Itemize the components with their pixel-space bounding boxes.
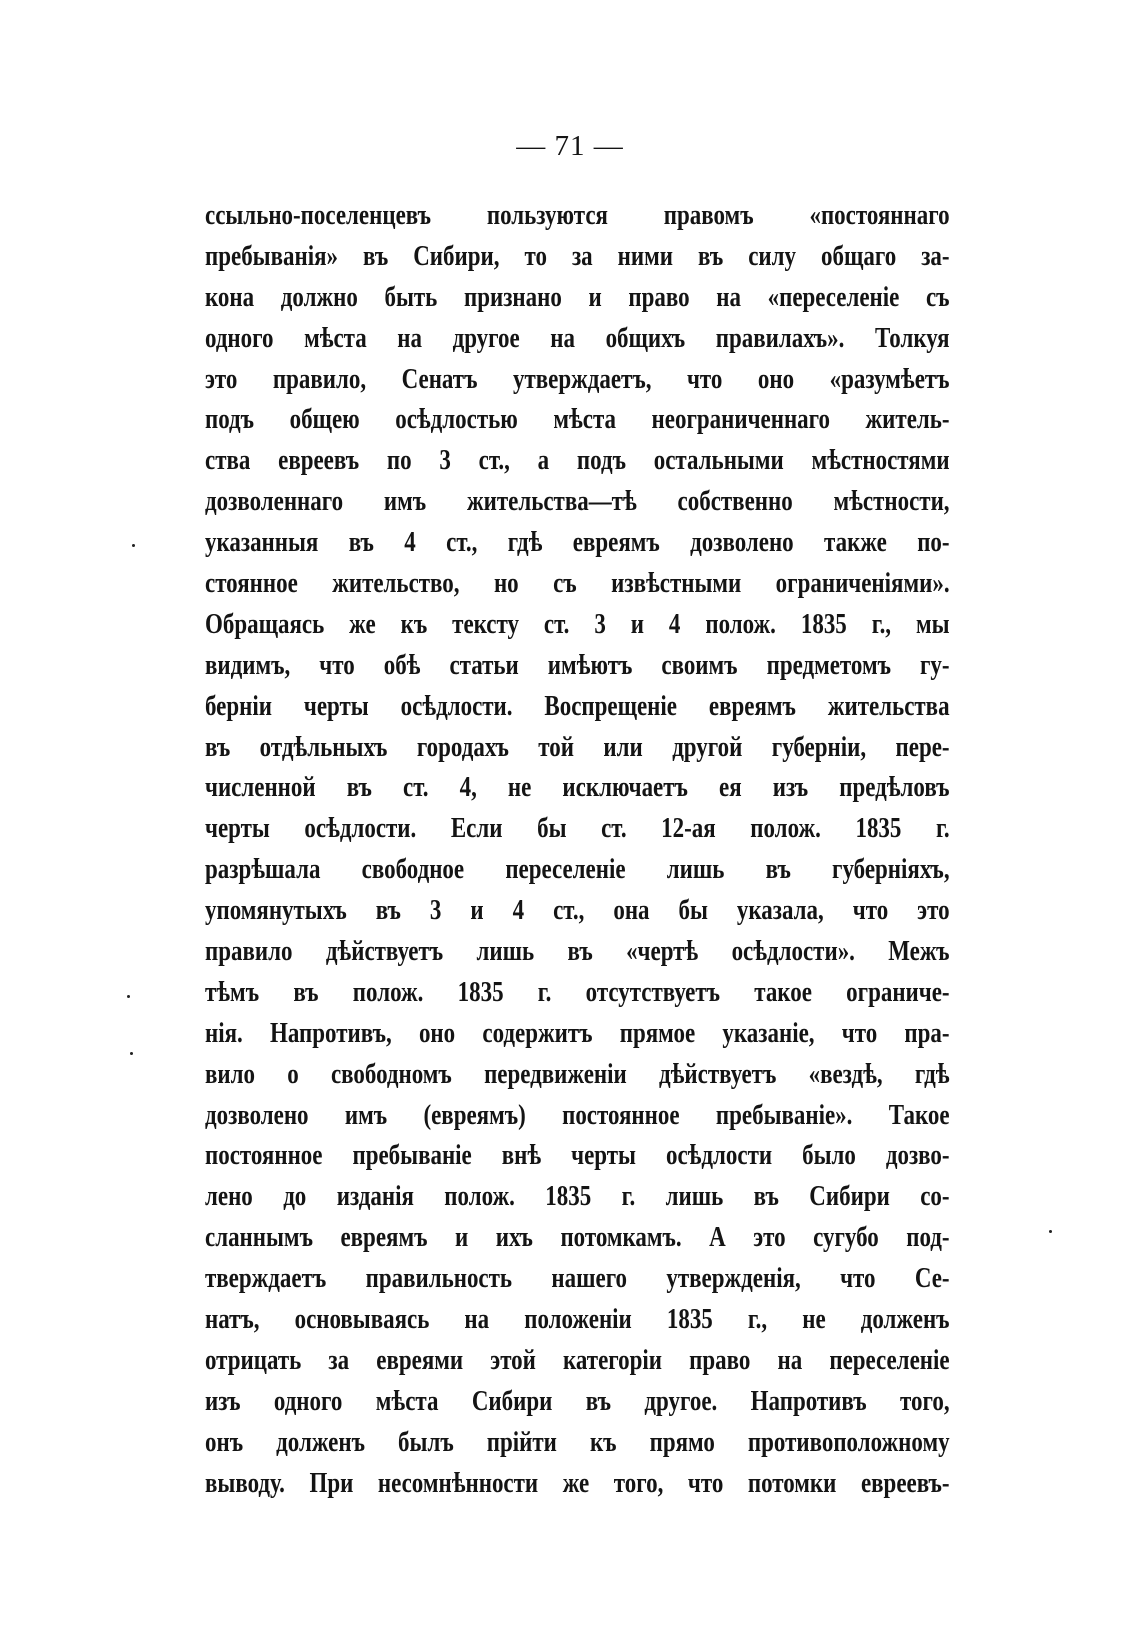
scan-speck [127,995,130,998]
text-line-29: отрицать за евреями этой категоріи право на переселеніе [205,1344,950,1376]
text-line-4: одного мѣста на другое на общихъ правилахъ». Толкуя [205,322,950,354]
text-line-8: дозволеннаго имъ жительства—тѣ собственно мѣстности, [205,486,950,518]
text-line-14: въ отдѣльныхъ городахъ той или другой губерніи, пере- [205,731,950,763]
text-line-15: численной въ ст. 4, не исключаетъ ея изъ предѣловъ [205,772,950,804]
text-line-26: сланнымъ евреямъ и ихъ потомкамъ. А это сугубо под- [205,1222,950,1254]
text-line-3: кона должно быть признано и право на «переселеніе съ [205,281,950,313]
page-number: — 71 — [516,130,624,162]
scan-speck [130,1052,133,1055]
text-line-11: Обращаясь же къ тексту ст. 3 и 4 полож. 1835 г., мы [205,608,950,640]
text-line-20: тѣмъ въ полож. 1835 г. отсутствуетъ такое ограниче- [205,976,950,1008]
scan-speck [132,544,135,547]
text-line-1: ссыльно-поселенцевъ пользуются правомъ «постояннаго [205,200,950,231]
text-line-25: лено до изданія полож. 1835 г. лишь въ Сибири со- [205,1181,950,1213]
text-line-6: подъ общею осѣдлостью мѣста неограниченнаго житель- [205,404,950,436]
text-line-19: правило дѣйствуетъ лишь въ «чертѣ осѣдлости». Межъ [205,936,950,968]
text-line-31: онъ долженъ былъ прійти къ прямо противоположному [205,1426,950,1458]
scan-speck [1049,1230,1052,1233]
text-line-9: указанныя въ 4 ст., гдѣ евреямъ дозволено также по- [205,527,950,559]
text-line-17: разрѣшала свободное переселеніе лишь въ губерніяхъ, [205,854,950,886]
text-line-10: стоянное жительство, но съ извѣстными ограниченіями». [205,568,950,600]
text-line-30: изъ одного мѣста Сибири въ другое. Напротивъ того, [205,1385,950,1417]
text-line-27: тверждаетъ правильность нашего утвержденія, что Се- [205,1263,950,1295]
text-line-21: нія. Напротивъ, оно содержитъ прямое указаніе, что пра- [205,1017,950,1049]
text-line-18: упомянутыхъ въ 3 и 4 ст., она бы указала, что это [205,895,950,927]
text-line-24: постоянное пребываніе внѣ черты осѣдлости было дозво- [205,1140,950,1172]
text-line-32: выводу. При несомнѣнности же того, что потомки евреевъ- [205,1467,950,1499]
text-line-5: это правило, Сенатъ утверждаетъ, что оно «разумѣетъ [205,363,950,395]
text-line-22: вило о свободномъ передвиженіи дѣйствуетъ «вездѣ, гдѣ [205,1058,950,1090]
text-line-16: черты осѣдлости. Если бы ст. 12-ая полож. 1835 г. [205,813,950,845]
body-text [205,196,950,1505]
text-line-12: видимъ, что обѣ статьи имѣютъ своимъ предметомъ гу- [205,649,950,681]
text-line-13: берніи черты осѣдлости. Воспрещеніе евреямъ жительства [205,690,950,722]
text-line-2: пребыванія» въ Сибири, то за ними въ силу общаго за- [205,240,950,272]
text-line-7: ства евреевъ по 3 ст., а подъ остальными мѣстностями [205,445,950,477]
text-line-28: натъ, основываясь на положеніи 1835 г., не долженъ [205,1304,950,1336]
text-line-23: дозволено имъ (евреямъ) постоянное пребываніе». Такое [205,1099,950,1131]
